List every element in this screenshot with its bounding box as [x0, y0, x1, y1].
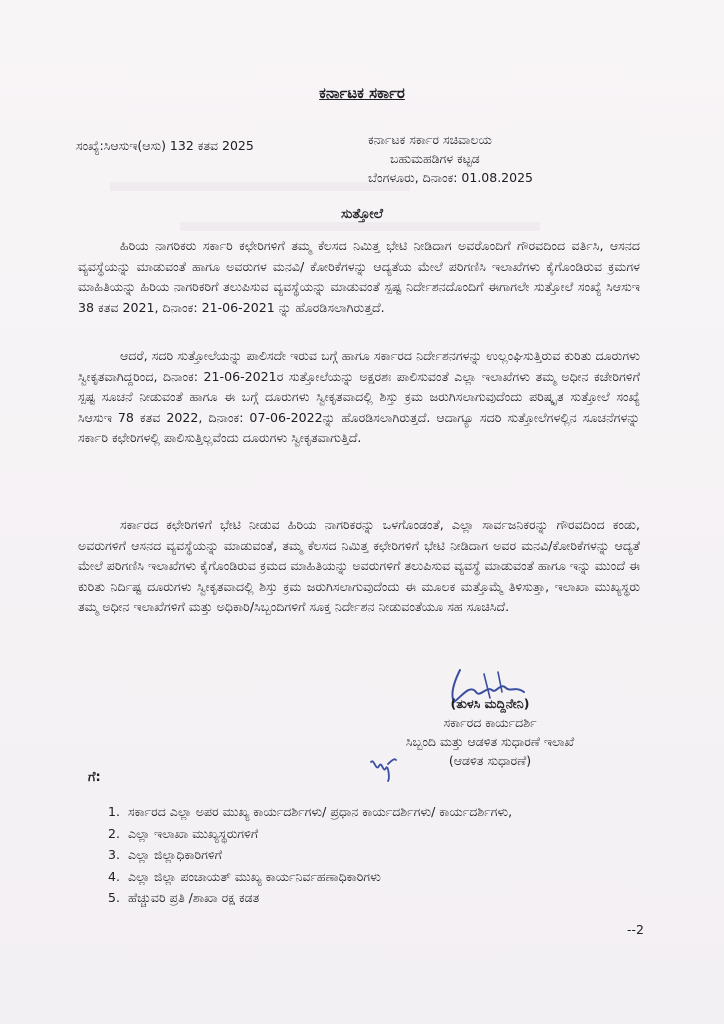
initial-mark [368, 754, 398, 782]
show-through-mark [180, 222, 540, 231]
list-item-text: ಎಲ್ಲಾ ಜಿಲ್ಲಾಧಿಕಾರಿಗಳಿಗೆ [128, 847, 222, 862]
signatory-department: ಸಿಬ್ಬಂದಿ ಮತ್ತು ಆಡಳಿತ ಸುಧಾರಣೆ ಇಲಾಖೆ [405, 734, 575, 749]
paragraph-3: ಸರ್ಕಾರದ ಕಛೇರಿಗಳಿಗೆ ಭೇಟಿ ನೀಡುವ ಹಿರಿಯ ನಾಗರಿಕರನ್ನು ಒಳಗೊಂಡಂತೆ, ಎಲ್ಲಾ ಸಾರ್ವಜನಿಕರನ್ನು ಗೌರವದಿಂದ ಕಂಡು, ಅವರುಗಳಿಗೆ ಆಸನದ ವ್ಯವಸ್ಥೆಯನ್ನು ಮಾಡುವಂತೆ, ತಮ್ಮ ಕೆಲಸದ ನಿಮಿತ್ತ ಕಛೇರಿಗಳಿಗೆ ಭೇಟಿ ನೀಡಿದಾಗ ಅವರ ಮನವಿ/ಕೋರಿಕೆಗಳನ್ನು ಆದ್ಯತೆ ಮೇಲೆ ಪರಿಗಣಿಸಿ ಇಲಾಖೆಗಳು ಕೈಗೊಂಡಿರುವ ಕ್ರಮದ ಮಾಹಿತಿಯನ್ನು ಅವರುಗಳಿಗೆ ತಲುಪಿಸುವ ವ್ಯವಸ್ಥೆ ಮಾಡುವಂತೆ ಹಾಗೂ ಇನ್ನು ಮುಂದೆ ಈ ಕುರಿತು ನಿರ್ದಿಷ್ಟ ದೂರುಗಳು ಸ್ವೀಕೃತವಾದಲ್ಲಿ ಶಿಸ್ತು ಕ್ರಮ ಜರುಗಿಸಲಾಗುವುದೆಂದು ಈ ಮೂಲಕ ಮತ್ತೊಮ್ಮೆ ತಿಳಿಸುತ್ತಾ, ಇಲಾಖಾ ಮುಖ್ಯಸ್ಥರು ತಮ್ಮ ಅಧೀನ ಇಲಾಖೆಗಳಿಗೆ ಮತ್ತು ಅಧಿಕಾರಿ/ಸಿಬ್ಬಂದಿಗಳಿಗೆ ಸೂಕ್ತ ನಿರ್ದೇಶನ ನೀಡುವಂತೆಯೂ ಸಹ ಸೂಚಿಸಿದೆ. [78, 517, 640, 614]
reference-number: ಸಂಖ್ಯೆ:ಸಿಆಸುಇ(ಆಸು) 132 ಕತವ 2025 [76, 138, 254, 153]
list-item-number: 3. [108, 847, 120, 862]
list-item-text: ಎಲ್ಲಾ ಜಿಲ್ಲಾ ಪಂಚಾಯತ್ ಮುಖ್ಯ ಕಾರ್ಯನಿರ್ವಹಣಾಧಿಕಾರಿಗಳು [128, 868, 381, 884]
page-number: --2 [627, 922, 644, 937]
office-line-place-date: ಬೆಂಗಳೂರು, ದಿನಾಂಕ: 01.08.2025 [368, 170, 533, 185]
signatory-section: (ಆಡಳಿತ ಸುಧಾರಣೆ) [448, 753, 532, 768]
paragraph-2: ಆದರೆ, ಸದರಿ ಸುತ್ತೋಲೆಯನ್ನು ಪಾಲಿಸದೇ ಇರುವ ಬಗ್ಗೆ ಹಾಗೂ ಸರ್ಕಾರದ ನಿರ್ದೇಶನಗಳನ್ನು ಉಲ್ಲಂಘಿಸುತ್ತಿರುವ ಕುರಿತು ದೂರುಗಳು ಸ್ವೀಕೃತವಾಗಿದ್ದರಿಂದ, ದಿನಾಂಕ: 21-06-2021ರ ಸುತ್ತೋಲೆಯನ್ನು ಅಕ್ಷರಶಃ ಪಾಲಿಸುವಂತೆ ಎಲ್ಲಾ ಇಲಾಖೆಗಳು ತಮ್ಮ ಅಧೀನ ಕಚೇರಿಗಳಿಗೆ ಸ್ಪಷ್ಟ ಸೂಚನೆ ನೀಡುವಂತೆ ಹಾಗೂ ಈ ಬಗ್ಗೆ ದೂರುಗಳು ಸ್ವೀಕೃತವಾದಲ್ಲಿ ಶಿಸ್ತು ಕ್ರಮ ಜರುಗಿಸಲಾಗುವುದೆಂದು ಪರಿಷ್ಕೃತ ಸುತ್ತೋಲೆ ಸಂಖ್ಯೆ ಸಿಆಸುಇ 78 ಕತವ 2022, ದಿನಾಂಕ: 07-06-2022ನ್ನು ಹೊರಡಿಸಲಾಗಿರುತ್ತದೆ. ಆದಾಗ್ಯೂ ಸದರಿ ಸುತ್ತೋಲೆಗಳಲ್ಲಿನ ಸೂಚನೆಗಳನ್ನು ಸರ್ಕಾರಿ ಕಛೇರಿಗಳಲ್ಲಿ ಪಾಲಿಸುತ್ತಿಲ್ಲವೆಂದು ದೂರುಗಳು ಸ್ವೀಕೃತವಾಗುತ್ತಿದೆ. [78, 348, 640, 445]
circular-title: ಸುತ್ತೋಲೆ [340, 206, 384, 222]
list-item [108, 802, 608, 822]
show-through-mark [110, 182, 410, 191]
to-label: ಗೆ: [88, 770, 101, 785]
list-item-number: 5. [108, 890, 120, 905]
list-item-number: 4. [108, 868, 120, 884]
list-item-text: ಹೆಚ್ಚುವರಿ ಪ್ರತಿ /ಶಾಖಾ ರಕ್ಷ ಕಡತ [128, 890, 260, 905]
list-item [108, 845, 608, 865]
list-item-text: ಸರ್ಕಾರದ ಎಲ್ಲಾ ಅಪರ ಮುಖ್ಯ ಕಾರ್ಯದರ್ಶಿಗಳು/ ಪ್ರಧಾನ ಕಾರ್ಯದರ್ಶಿಗಳು/ ಕಾರ್ಯದರ್ಶಿಗಳು, [128, 804, 513, 819]
list-item [108, 824, 608, 844]
signatory-name: (ತುಳಸಿ ಮದ್ದಿನೇನಿ) [450, 696, 530, 711]
recipient-list [108, 802, 608, 910]
office-line-building: ಬಹುಮಹಡಿಗಳ ಕಟ್ಟಡ [390, 151, 480, 166]
office-line-secretariat: ಕರ್ನಾಟಕ ಸರ್ಕಾರ ಸಚಿವಾಲಯ [368, 132, 492, 147]
list-item-text: ಎಲ್ಲಾ ಇಲಾಖಾ ಮುಖ್ಯಸ್ಥರುಗಳಿಗೆ [128, 825, 259, 841]
list-item-number: 2. [108, 825, 120, 841]
list-item [108, 867, 608, 887]
list-item [108, 888, 608, 908]
paragraph-1: ಹಿರಿಯ ನಾಗರಿಕರು ಸರ್ಕಾರಿ ಕಛೇರಿಗಳಿಗೆ ತಮ್ಮ ಕೆಲಸದ ನಿಮಿತ್ತ ಭೇಟಿ ನೀಡಿದಾಗ ಅವರೊಂದಿಗೆ ಗೌರವದಿಂದ ವರ್ತಿಸಿ, ಆಸನದ ವ್ಯವಸ್ಥೆಯನ್ನು ಮಾಡುವಂತೆ ಹಾಗೂ ಅವರುಗಳ ಮನವಿ/ ಕೋರಿಕೆಗಳನ್ನು ಆದ್ಯತೆಯ ಮೇಲೆ ಪರಿಗಣಿಸಿ ಇಲಾಖೆಗಳು ಕೈಗೊಂಡಿರುವ ಕ್ರಮಗಳ ಮಾಹಿತಿಯನ್ನು ಹಿರಿಯ ನಾಗರಿಕರಿಗೆ ತಲುಪಿಸುವ ವ್ಯವಸ್ಥೆಯನ್ನು ಮಾಡುವಂತೆ ಸ್ಪಷ್ಟ ನಿರ್ದೇಶನದೊಂದಿಗೆ ಈಗಾಗಲೇ ಸುತ್ತೋಲೆ ಸಂಖ್ಯೆ ಸಿಆಸುಇ 38 ಕತವ 2021, ದಿನಾಂಕ: 21-06-2021 ನ್ನು ಹೊರಡಿಸಲಾಗಿರುತ್ತದೆ. [78, 238, 640, 315]
list-item-number: 1. [108, 804, 120, 819]
government-title: ಕರ್ನಾಟಕ ಸರ್ಕಾರ [319, 84, 405, 102]
office-address [368, 130, 628, 187]
signatory-designation: ಸರ್ಕಾರದ ಕಾರ್ಯದರ್ಶಿ [443, 715, 537, 730]
